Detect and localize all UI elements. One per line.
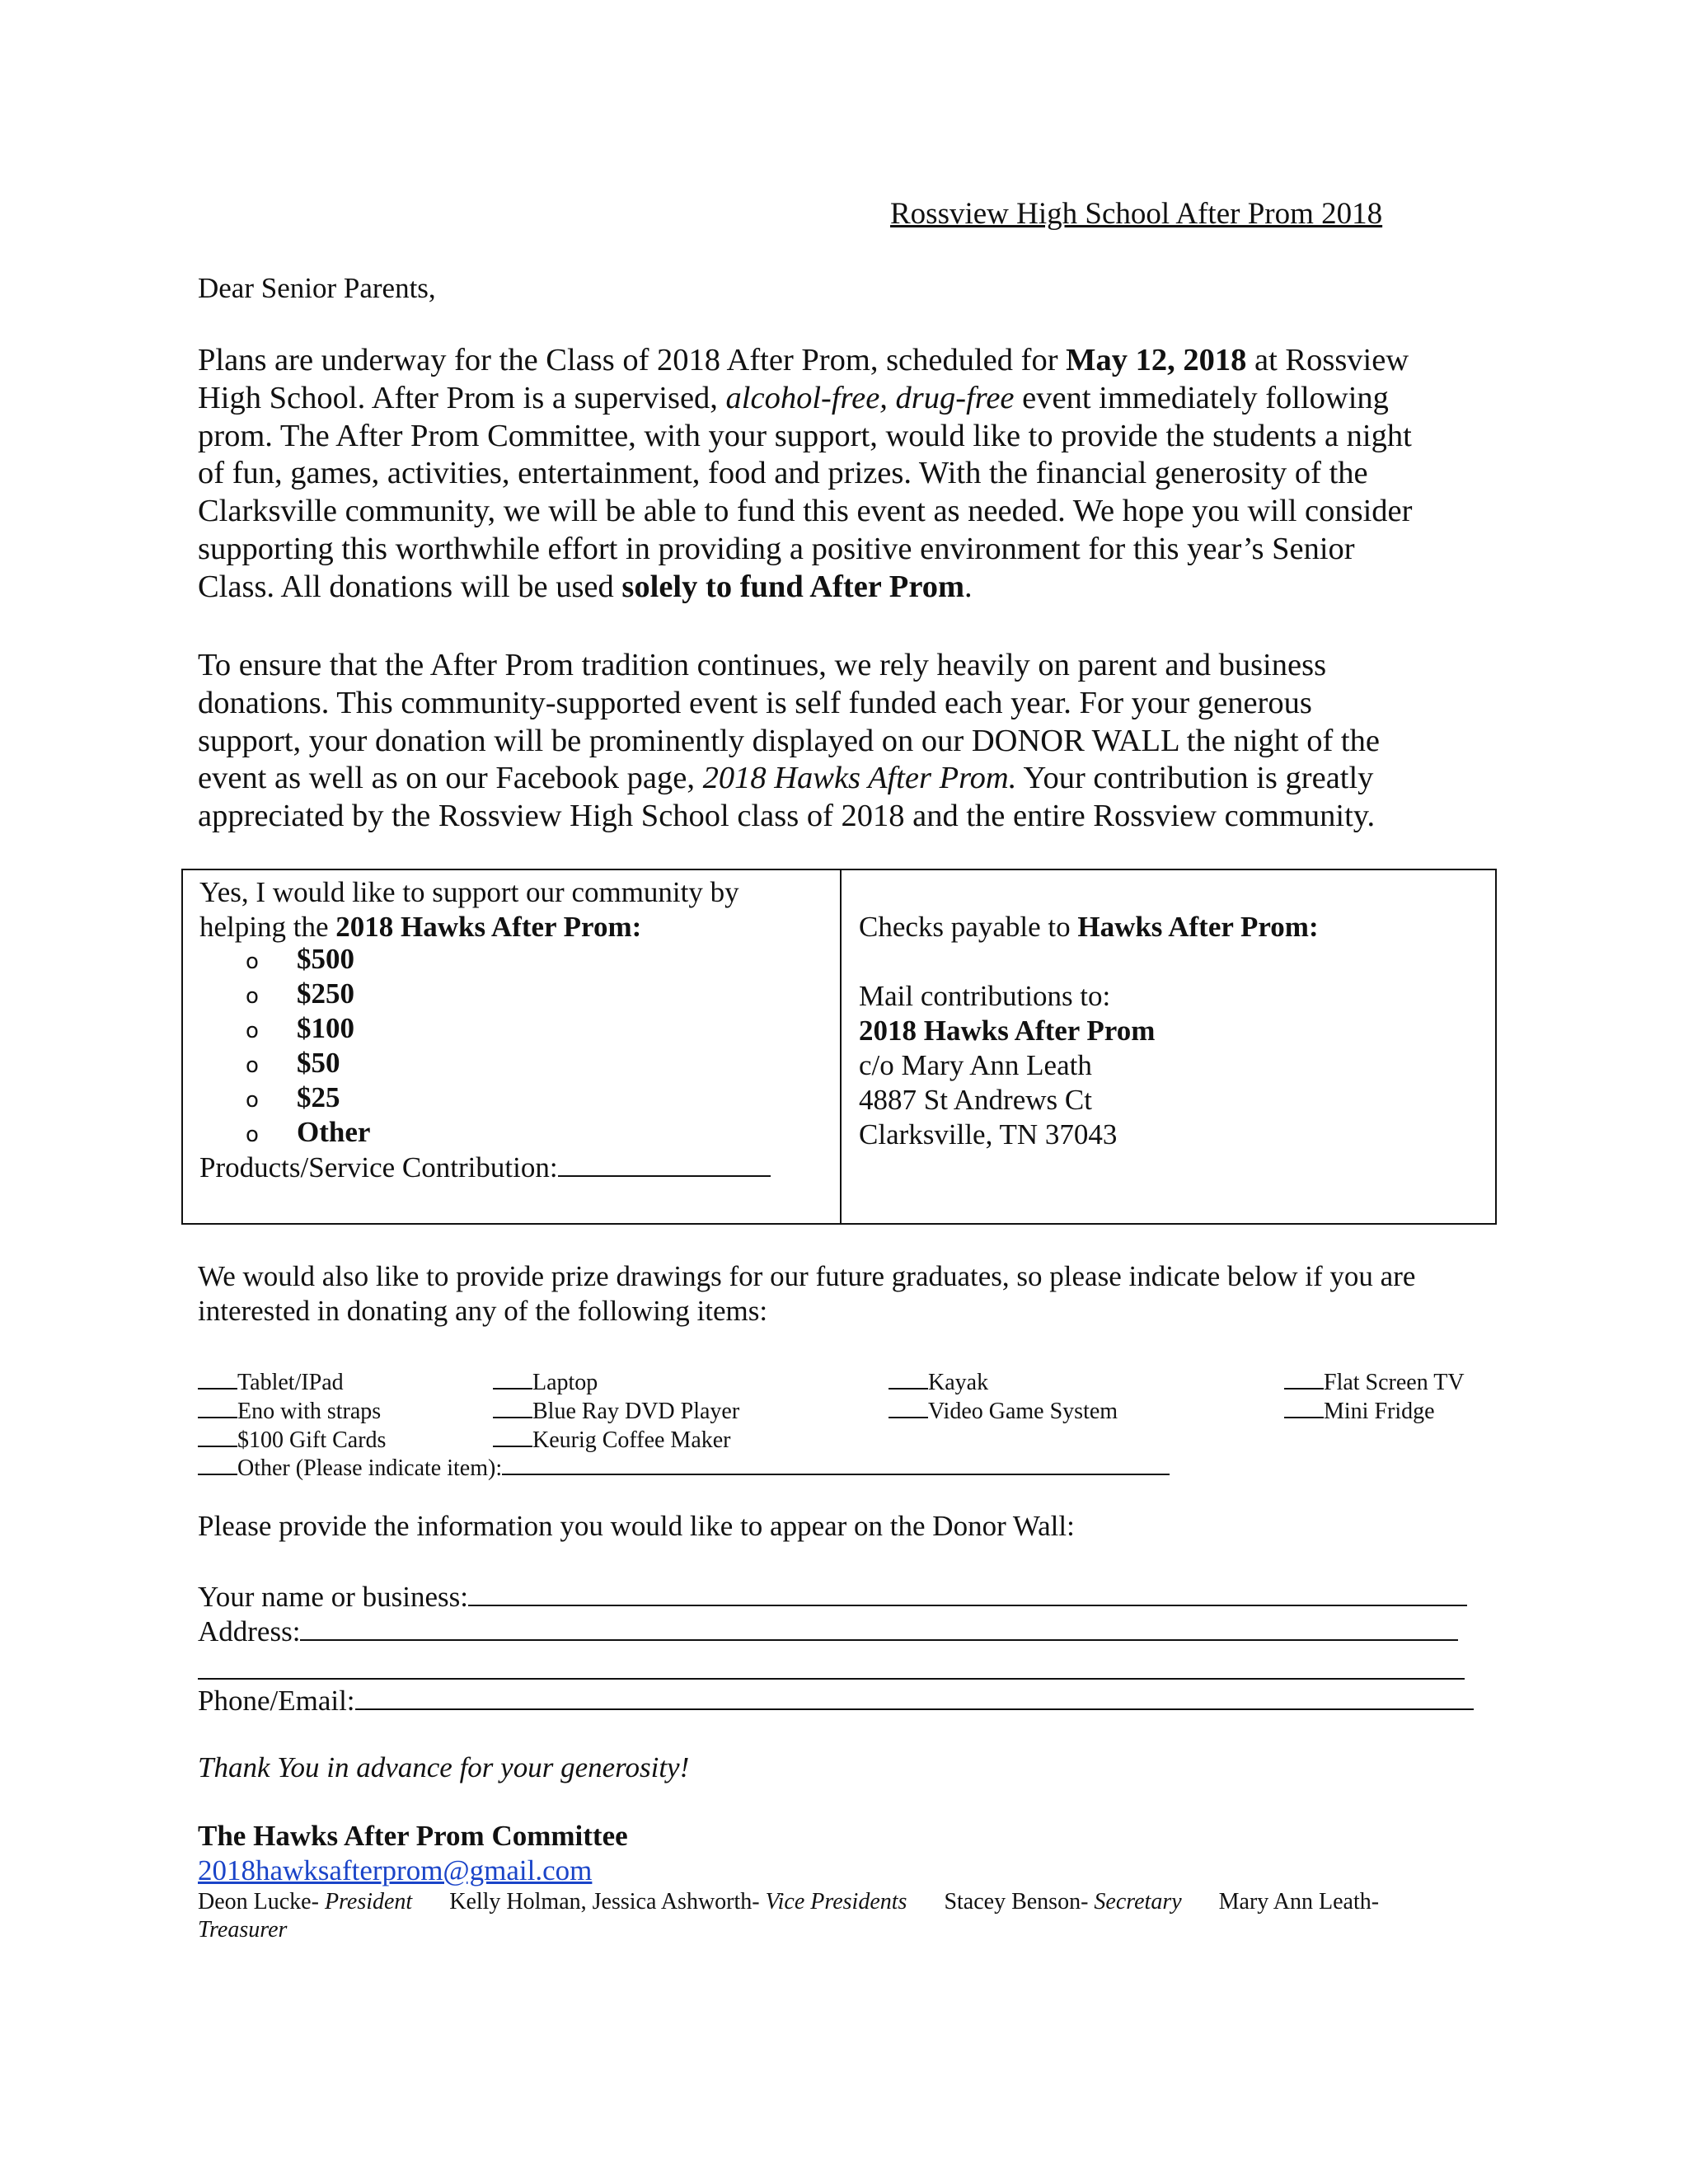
support-text: Yes, I would like to support our community by helping the 2018 Hawks After Prom: <box>199 876 739 943</box>
paragraph-intro <box>198 342 1500 607</box>
officers-list <box>198 1889 1379 1915</box>
prize-blank[interactable] <box>198 1426 237 1447</box>
mail-address: Mail contributions to: 2018 Hawks After Prom c/o Mary Ann Leath 4887 St Andrews Ct Clarksville, TN 37043 <box>859 980 1156 1151</box>
prize-blank[interactable] <box>1284 1397 1324 1418</box>
thank-you-note: Thank You in advance for your generosity! <box>198 1751 690 1783</box>
officer-name: Mary Ann Leath- <box>1218 1889 1380 1915</box>
prize-item-eno[interactable]: Eno with straps <box>198 1397 381 1425</box>
prize-intro: We would also like to provide prize drawings for our future graduates, so please indicate below if you are interested in donating any of the following items: <box>198 1260 1416 1327</box>
radio-circle-icon[interactable]: o <box>246 1019 259 1043</box>
prize-item-other[interactable]: Other (Please indicate item): <box>198 1454 1170 1482</box>
officer-role: Vice Presidents <box>765 1889 907 1915</box>
committee-email-link[interactable]: 2018hawksafterprom@gmail.com <box>198 1854 593 1886</box>
prize-item-tv[interactable]: Flat Screen TV <box>1284 1368 1465 1396</box>
p2-line: donations. This community-supported event is self funded each year. For your generous <box>198 685 1312 720</box>
prize-blank[interactable] <box>1284 1368 1324 1390</box>
radio-circle-icon[interactable]: o <box>246 1053 259 1078</box>
p2-line: To ensure that the After Prom tradition continues, we rely heavily on parent and business <box>198 648 1327 682</box>
other-item-line[interactable] <box>502 1454 1170 1475</box>
p1-line: Class. All donations will be used solely to fund After Prom. <box>198 569 973 604</box>
prize-item-bluray[interactable]: Blue Ray DVD Player <box>493 1397 739 1425</box>
name-field[interactable]: Your name or business: <box>198 1580 1467 1614</box>
prize-item-mini-fridge[interactable]: Mini Fridge <box>1284 1397 1435 1425</box>
radio-circle-icon[interactable]: o <box>246 1122 259 1147</box>
prize-blank[interactable] <box>493 1368 532 1390</box>
prize-blank[interactable] <box>198 1454 237 1475</box>
radio-circle-icon[interactable]: o <box>246 949 259 974</box>
prize-item-video-game[interactable]: Video Game System <box>889 1397 1118 1425</box>
prize-blank[interactable] <box>493 1426 532 1447</box>
prize-blank[interactable] <box>493 1397 532 1418</box>
radio-circle-icon[interactable]: o <box>246 984 259 1009</box>
donation-option-250[interactable]: o $250 <box>246 977 354 1010</box>
officer-name: Kelly Holman, Jessica Ashworth- <box>449 1889 766 1915</box>
p1-line: prom. The After Prom Committee, with your support, would like to provide the students a night <box>198 418 1412 453</box>
phone-email-field[interactable]: Phone/Email: <box>198 1684 1474 1718</box>
phone-email-input-line[interactable] <box>355 1684 1474 1710</box>
salutation: Dear Senior Parents, <box>198 272 436 304</box>
address-field[interactable]: Address: <box>198 1615 1458 1648</box>
page-title: Rossview High School After Prom 2018 <box>890 197 1383 231</box>
p2-line: support, your donation will be prominently displayed on our DONOR WALL the night of the <box>198 723 1380 758</box>
prize-item-keurig[interactable]: Keurig Coffee Maker <box>493 1426 731 1454</box>
p2-line: appreciated by the Rossview High School class of 2018 and the entire Rossview community. <box>198 799 1376 834</box>
donation-box <box>181 869 1497 1225</box>
p1-line: of fun, games, activities, entertainment, food and prizes. With the financial generosity of the <box>198 456 1368 491</box>
products-service-field[interactable]: Products/Service Contribution: <box>199 1151 771 1185</box>
p1-line: supporting this worthwhile effort in providing a positive environment for this year’s Senior <box>198 531 1355 566</box>
p1-line: High School. After Prom is a supervised, alcohol-free, drug-free event immediately following <box>198 380 1389 415</box>
donation-option-50[interactable]: o $50 <box>246 1047 340 1079</box>
donation-option-100[interactable]: o $100 <box>246 1012 354 1044</box>
checks-payable: Checks payable to Hawks After Prom: <box>859 911 1319 943</box>
p2-line: event as well as on our Facebook page, 2018 Hawks After Prom. Your contribution is greatly <box>198 761 1374 796</box>
prize-item-gift-cards[interactable]: $100 Gift Cards <box>198 1426 386 1454</box>
officer-role-treasurer: Treasurer <box>198 1917 288 1943</box>
address-line-2[interactable] <box>198 1678 1465 1680</box>
donation-option-other[interactable]: o Other <box>246 1116 371 1148</box>
donation-option-500[interactable]: o $500 <box>246 943 354 975</box>
officer-name: Deon Lucke- <box>198 1889 325 1915</box>
officer-role: President <box>324 1889 413 1915</box>
prize-item-tablet[interactable]: Tablet/IPad <box>198 1368 344 1396</box>
prize-item-kayak[interactable]: Kayak <box>889 1368 988 1396</box>
prize-blank[interactable] <box>198 1368 237 1390</box>
p1-line: Clarksville community, we will be able to fund this event as needed. We hope you will consider <box>198 494 1413 529</box>
prize-blank[interactable] <box>889 1397 928 1418</box>
officer-role: Secretary <box>1094 1889 1182 1915</box>
donation-option-25[interactable]: o $25 <box>246 1081 340 1113</box>
radio-circle-icon[interactable]: o <box>246 1088 259 1113</box>
p1-line: Plans are underway for the Class of 2018 After Prom, scheduled for May 12, 2018 at Rossview <box>198 343 1409 377</box>
name-input-line[interactable] <box>468 1580 1467 1606</box>
products-service-line[interactable] <box>558 1151 771 1177</box>
address-input-line[interactable] <box>300 1615 1458 1641</box>
box-divider <box>840 870 842 1223</box>
donor-wall-intro: Please provide the information you would like to appear on the Donor Wall: <box>198 1510 1075 1542</box>
paragraph-tradition <box>198 647 1500 836</box>
prize-blank[interactable] <box>889 1368 928 1390</box>
prize-item-laptop[interactable]: Laptop <box>493 1368 598 1396</box>
committee-name: The Hawks After Prom Committee <box>198 1820 628 1852</box>
officer-name: Stacey Benson- <box>944 1889 1095 1915</box>
prize-blank[interactable] <box>198 1397 237 1418</box>
